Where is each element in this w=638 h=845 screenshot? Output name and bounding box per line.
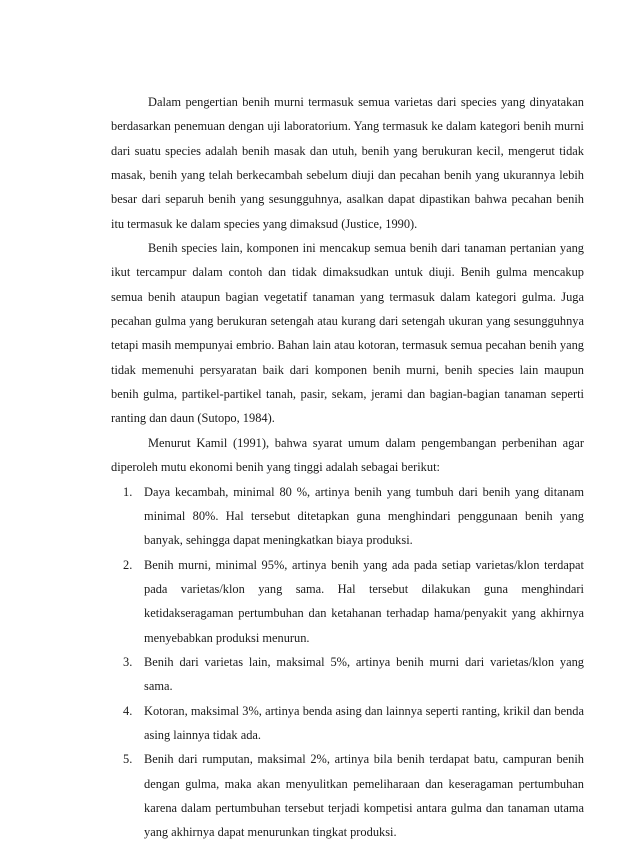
list-item	[111, 553, 584, 650]
paragraph-menurut-kamil-continuation: diperoleh mutu ekonomi benih yang tinggi adalah sebagai berikut:	[111, 460, 440, 475]
document-body	[111, 90, 584, 845]
list-item-text: Benih dari varietas lain, maksimal 5%, artinya benih murni dari varietas/klon yang sama.	[144, 654, 584, 694]
criteria-list	[111, 480, 584, 845]
list-item	[111, 650, 584, 699]
list-item-number: 3.	[123, 654, 133, 669]
list-item	[111, 747, 584, 844]
list-item-text: Benih murni, minimal 95%, artinya benih yang ada pada setiap varietas/klon terdapat pada varietas/klon yang sama. Hal tersebut dilakukan guna menghindari ketidakseragaman pertumbuhan dan ketahanan terhadap hama/penyakit yang akhirnya menyebabkan produksi menurun.	[144, 557, 584, 645]
list-item-number: 1.	[123, 484, 133, 499]
paragraph-benih-species-lain: Benih species lain, komponen ini mencakup semua benih dari tanaman pertanian yang ikut tercampur dalam contoh dan tidak dimaksudkan untuk diuji. Benih gulma mencakup semua benih ataupun bagian vegetatif tanaman yang termasuk dalam kategori gulma. Juga pecahan gulma yang berukuran setengah atau kurang dari setengah ukuran yang sesungguhnya tetapi masih mempunyai embrio. Bahan lain atau kotoran, termasuk semua pecahan benih yang tidak memenuhi persyaratan baik dari komponen benih murni, benih species lain maupun benih gulma, partikel-partikel tanah, pasir, sekam, jerami dan bagian-bagian tanaman seperti ranting dan daun (Sutopo, 1984).	[111, 241, 584, 426]
list-item-text: Daya kecambah, minimal 80 %, artinya benih yang tumbuh dari benih yang ditanam minimal 80%. Hal tersebut ditetapkan guna menghindari penggunaan benih yang banyak, sehingga dapat meningkatkan biaya produksi.	[144, 484, 584, 548]
list-item	[111, 699, 584, 748]
list-item-text: Kotoran, maksimal 3%, artinya benda asing dan lainnya seperti ranting, krikil dan benda asing lainnya tidak ada.	[144, 703, 584, 742]
list-item-number: 2.	[123, 557, 133, 572]
paragraph-menurut-kamil: Menurut Kamil (1991), bahwa syarat umum dalam pengembangan perbenihan agar	[148, 435, 584, 450]
list-item-number: 5.	[123, 752, 133, 767]
list-item-number: 4.	[123, 703, 133, 718]
paragraph-benih-murni: Dalam pengertian benih murni termasuk semua varietas dari species yang dinyatakan berdasarkan penemuan dengan uji laboratorium. Yang termasuk ke dalam kategori benih murni dari suatu species adalah benih masak dan utuh, benih yang berukuran kecil, mengerut tidak masak, benih yang telah berkecambah sebelum diuji dan pecahan benih yang ukurannya lebih besar dari separuh benih yang sesungguhnya, asalkan dapat dipastikan bahwa pecahan benih itu termasuk ke dalam species yang dimaksud (Justice, 1990).	[111, 95, 584, 231]
list-item	[111, 480, 584, 553]
list-item-text: Benih dari rumputan, maksimal 2%, artinya bila benih terdapat batu, campuran benih dengan gulma, maka akan menyulitkan pemeliharaan dan keseragaman pertumbuhan karena dalam pertumbuhan tersebut terjadi kompetisi antara gulma dan tanaman utama yang akhirnya dapat menurunkan tingkat produksi.	[144, 752, 584, 840]
